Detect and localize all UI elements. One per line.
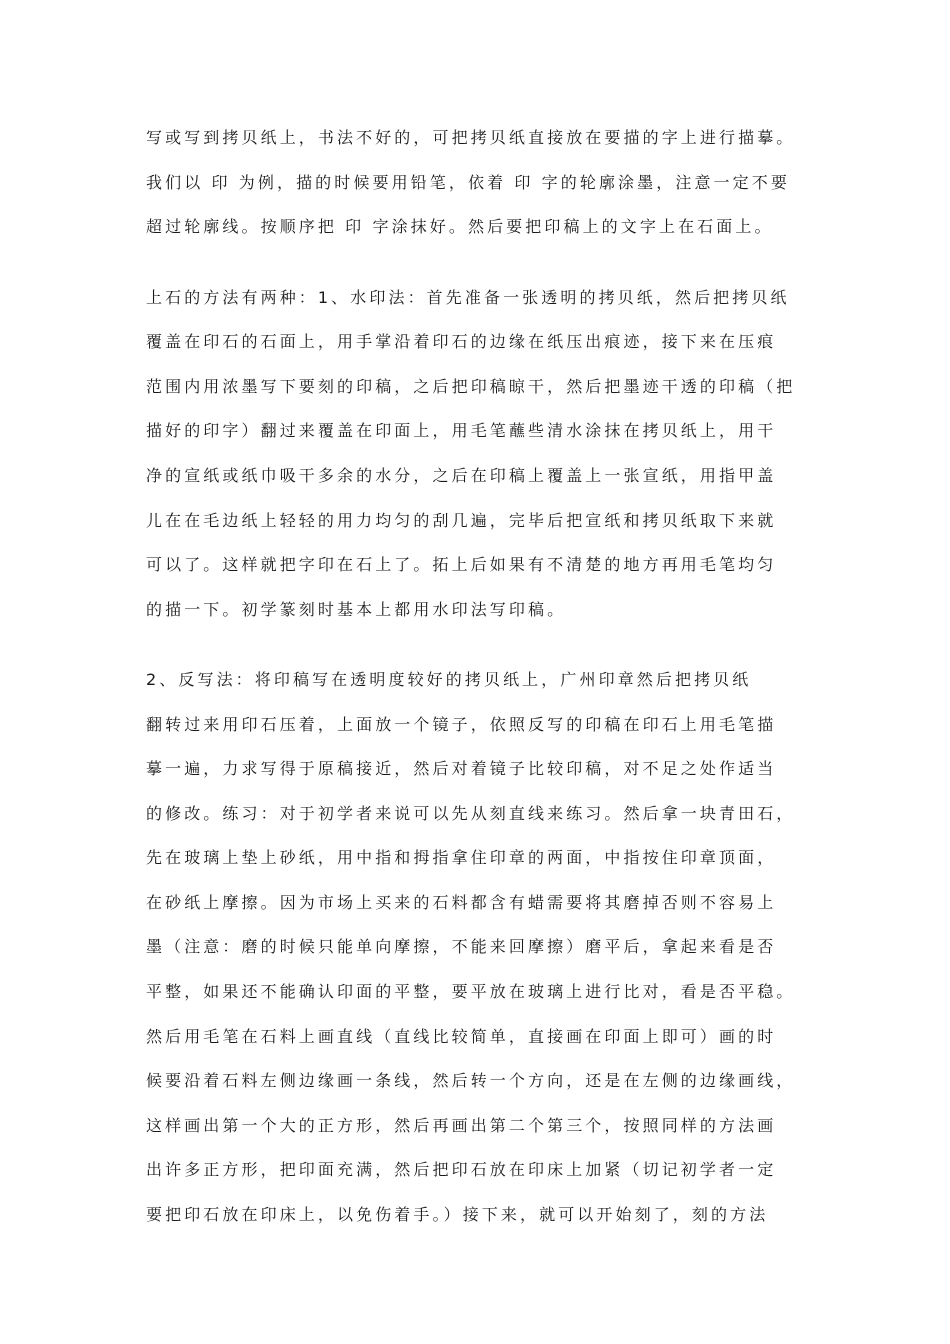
paragraph-3-line-12: 出许多正方形，把印面充满，然后把印石放在印床上加紧（切记初学者一定: [146, 1160, 777, 1179]
paragraph-2-line-5: 净的宣纸或纸巾吸干多余的水分，之后在印稿上覆盖上一张宣纸，用指甲盖: [146, 466, 777, 485]
paragraph-3-line-3: 摹一遍，力求写得于原稿接近，然后对着镜子比较印稿，对不足之处作适当: [146, 759, 777, 778]
paragraph-2-line-8: 的描一下。初学篆刻时基本上都用水印法写印稿。: [146, 600, 567, 619]
paragraph-2-line-3: 范围内用浓墨写下要刻的印稿，之后把印稿晾干，然后把墨迹干透的印稿（把: [146, 377, 796, 396]
paragraph-3-line-6: 在砂纸上摩擦。因为市场上买来的石料都含有蜡需要将其磨掉否则不容易上: [146, 893, 777, 912]
paragraph-3-line-9: 然后用毛笔在石料上画直线（直线比较简单，直接画在印面上即可）画的时: [146, 1027, 777, 1046]
paragraph-3-line-7: 墨（注意：磨的时候只能单向摩擦，不能来回摩擦）磨平后，拿起来看是否: [146, 937, 777, 956]
paragraph-3-line-13: 要把印石放在印床上，以免伤着手。）接下来，就可以开始刻了，刻的方法: [146, 1205, 769, 1224]
paragraph-3-line-8: 平整，如果还不能确认印面的平整，要平放在玻璃上进行比对，看是否平稳。: [146, 982, 796, 1001]
paragraph-3-line-4: 的修改。练习：对于初学者来说可以先从刻直线来练习。然后拿一块青田石，: [146, 804, 796, 823]
paragraph-3-line-10: 候要沿着石料左侧边缘画一条线，然后转一个方向，还是在左侧的边缘画线，: [146, 1071, 796, 1090]
paragraph-3-line-2: 翻转过来用印石压着，上面放一个镜子，依照反写的印稿在印石上用毛笔描: [146, 715, 777, 734]
paragraph-3-line-5: 先在玻璃上垫上砂纸，用中指和拇指拿住印章的两面，中指按住印章顶面，: [146, 848, 777, 867]
paragraph-2-line-6: 儿在在毛边纸上轻轻的用力均匀的刮几遍，完毕后把宣纸和拷贝纸取下来就: [146, 511, 777, 530]
paragraph-1-line-1: 写或写到拷贝纸上，书法不好的，可把拷贝纸直接放在要描的字上进行描摹。: [146, 128, 796, 147]
paragraph-3-line-1: 2、反写法：将印稿写在透明度较好的拷贝纸上，广州印章然后把拷贝纸: [146, 670, 752, 689]
paragraph-1-line-2: 我们以 印 为例，描的时候要用铅笔，依着 印 字的轮廓涂墨，注意一定不要: [146, 173, 790, 192]
paragraph-1-line-3: 超过轮廓线。按顺序把 印 字涂抹好。然后要把印稿上的文字上在石面上。: [146, 217, 774, 236]
paragraph-2-line-2: 覆盖在印石的石面上，用手掌沿着印石的边缘在纸压出痕迹，接下来在压痕: [146, 332, 777, 351]
paragraph-3-line-11: 这样画出第一个大的正方形，然后再画出第二个第三个，按照同样的方法画: [146, 1116, 777, 1135]
paragraph-2-line-4: 描好的印字）翻过来覆盖在印面上，用毛笔蘸些清水涂抹在拷贝纸上，用干: [146, 421, 777, 440]
paragraph-2-line-1: 上石的方法有两种：1、水印法：首先准备一张透明的拷贝纸，然后把拷贝纸: [146, 288, 790, 307]
paragraph-2-line-7: 可以了。这样就把字印在石上了。拓上后如果有不清楚的地方再用毛笔均匀: [146, 555, 777, 574]
